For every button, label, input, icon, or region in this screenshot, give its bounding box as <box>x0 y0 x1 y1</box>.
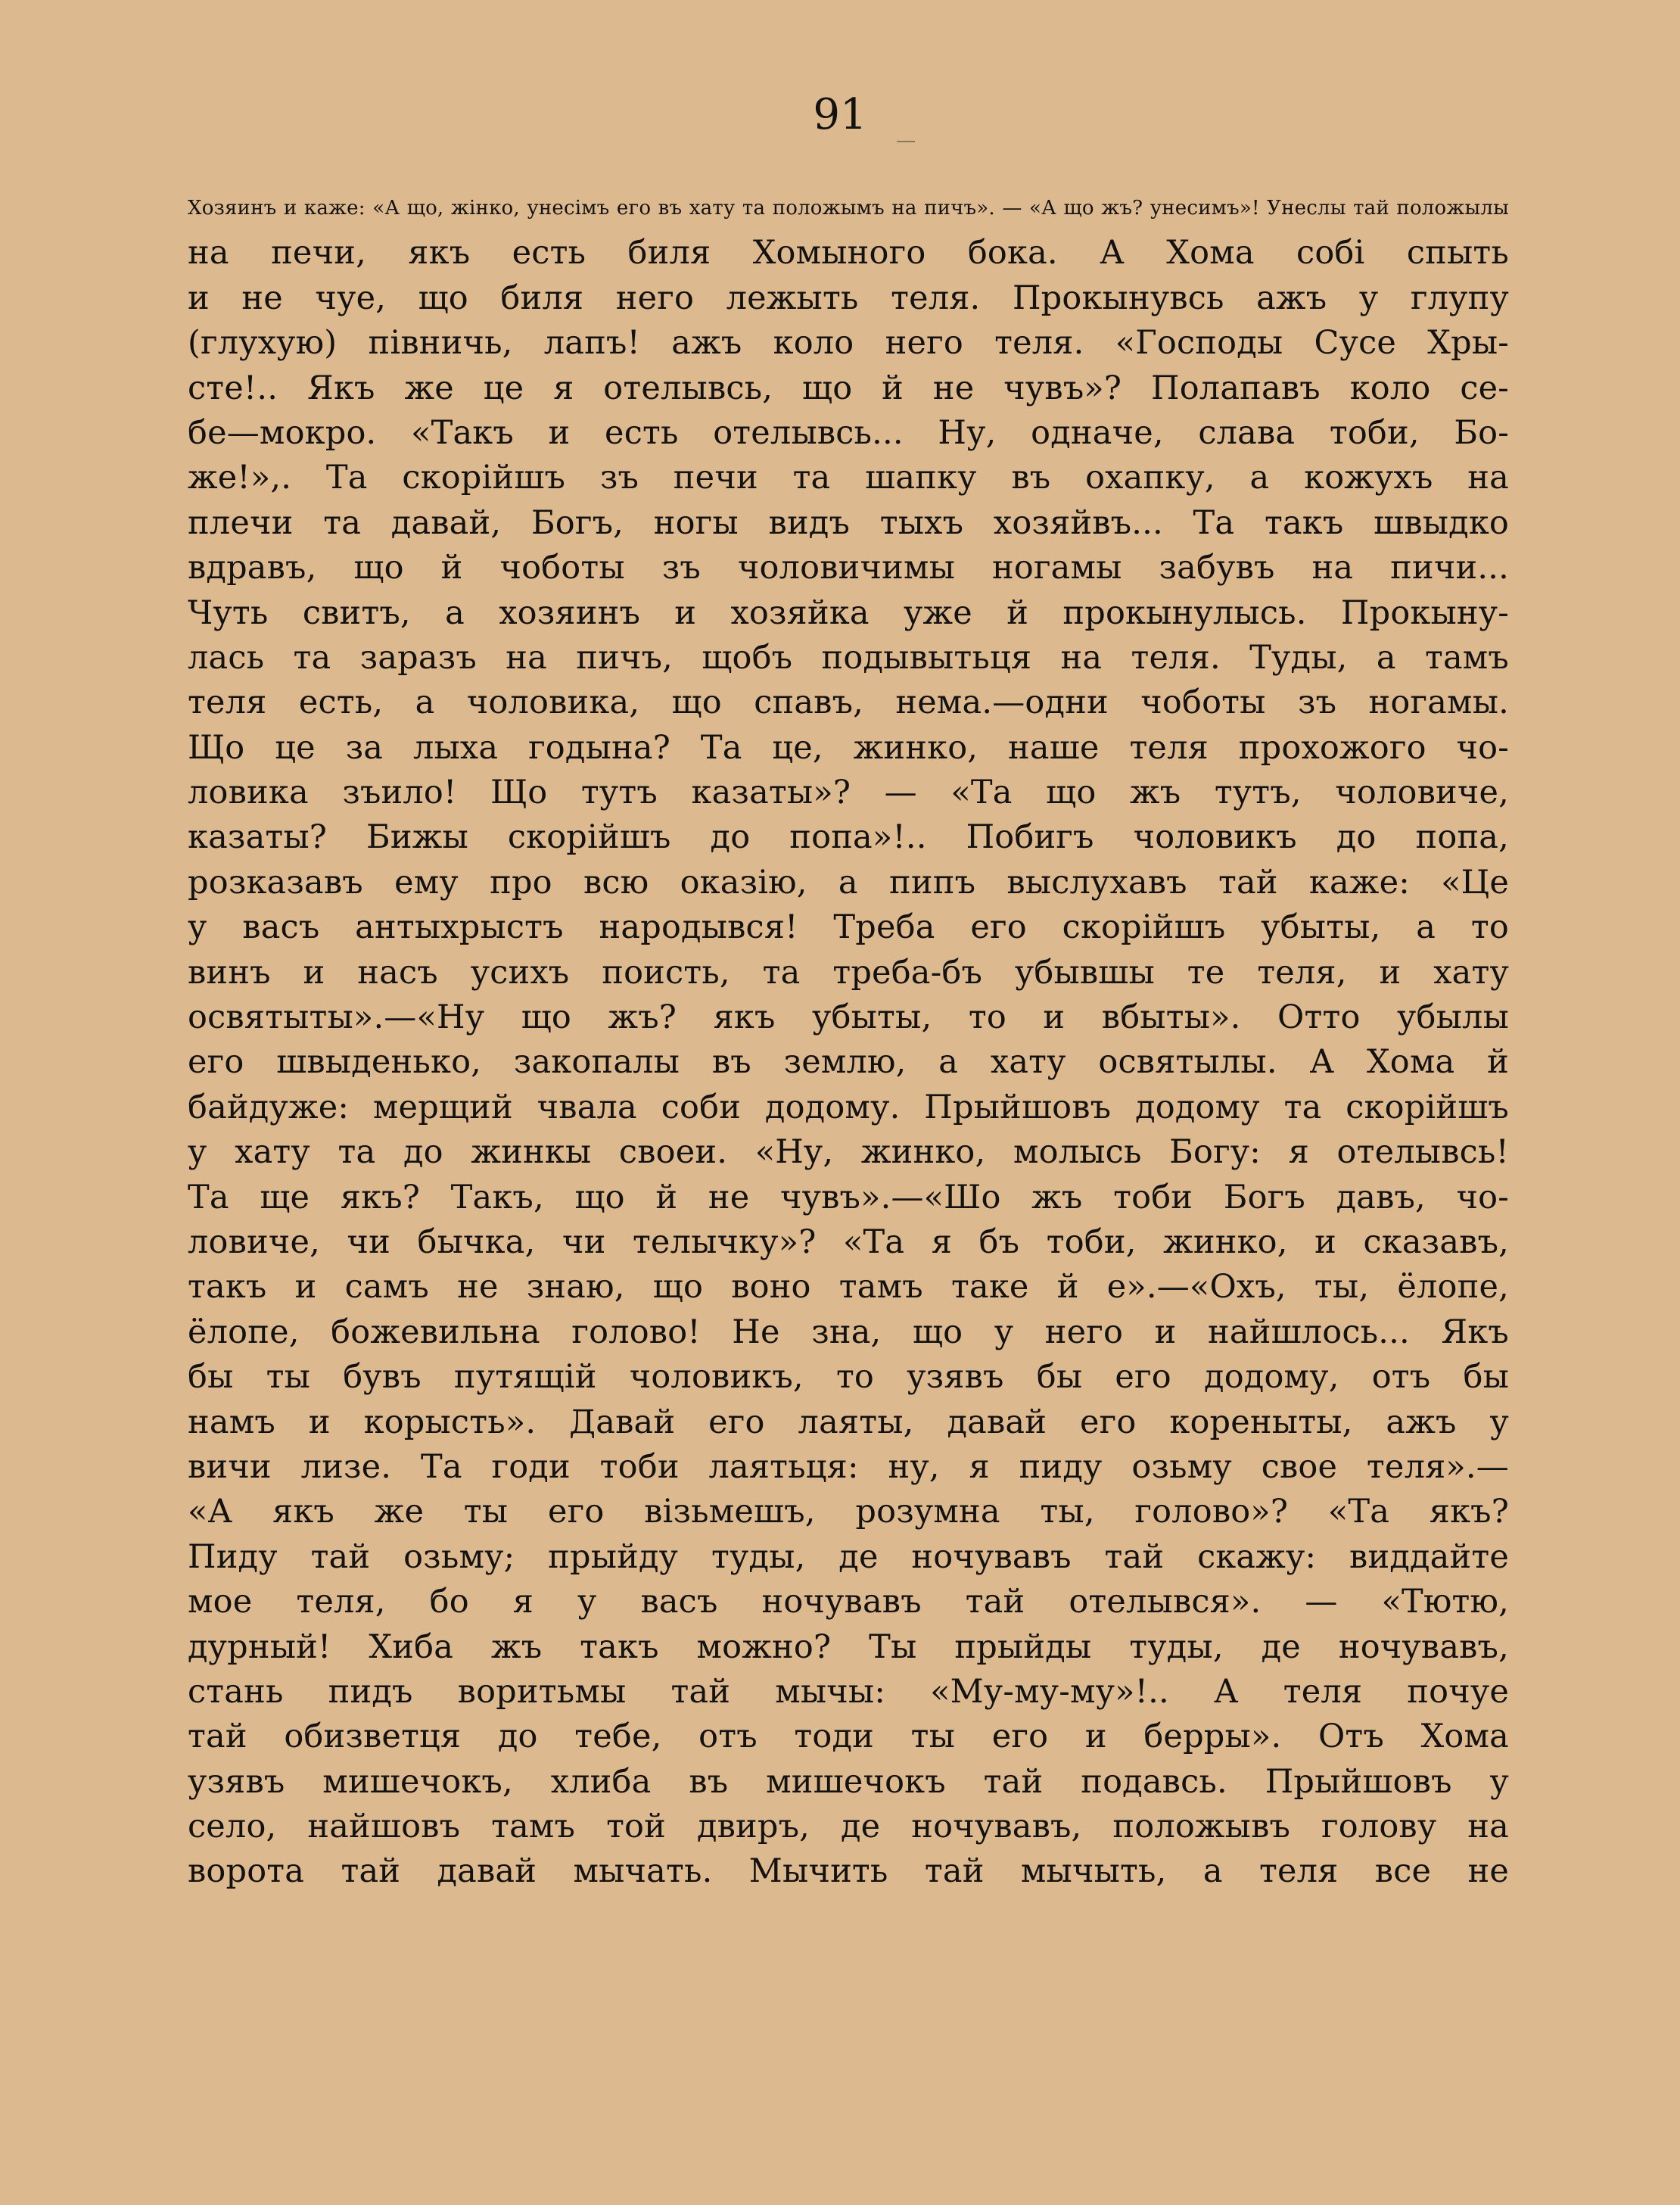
text-line: село, найшовъ тамъ той двиръ, де ночувавъ, положывъ голову на <box>188 1808 1509 1846</box>
text-line: розказавъ ему про всю оказiю, а пипъ выслухавъ тай каже: «Це <box>188 863 1509 902</box>
text-line: бе—мокро. «Такъ и есть отелывсь... Ну, одначе, слава тоби, Бо- <box>188 413 1509 452</box>
text-line: казаты? Бижы скорiйшъ до попа»!.. Побигъ чоловикъ до попа, <box>188 818 1509 857</box>
text-line: «А якъ же ты его вiзьмешъ, розумна ты, голово»? «Та якъ? <box>188 1493 1509 1531</box>
text-line: вдравъ, що й чоботы зъ чоловичимы ногамы забувъ на пичи... <box>188 549 1509 587</box>
body-text <box>188 186 1509 1895</box>
text-line: винъ и насъ усихъ поисть, та треба-бъ убывшы те теля, и хату <box>188 953 1509 992</box>
text-line: у хату та до жинкы своеи. «Ну, жинко, молысь Богу: я отелывсь! <box>188 1133 1509 1172</box>
text-line: же!»,. Та скорiйшъ зъ печи та шапку въ охапку, а кожухъ на <box>188 459 1509 497</box>
text-line: мое теля, бо я у васъ ночувавъ тай отелывся». — «Тютю, <box>188 1583 1509 1621</box>
text-line: сте!.. Якъ же це я отелывсь, що й не чувъ»? Полапавъ коло се- <box>188 369 1509 407</box>
text-line: (глухую) пiвничь, лапъ! ажъ коло него теля. «Господы Сусе Хры- <box>188 324 1509 363</box>
text-line: освятыты».—«Ну що жъ? якъ убыты, то и вбыты». Отто убылы <box>188 998 1509 1037</box>
text-line: дурный! Хиба жъ такъ можно? Ты прыйды туды, де ночувавъ, <box>188 1627 1509 1666</box>
text-line: такъ и самъ не знаю, що воно тамъ таке й е».—«Охъ, ты, ёлопе, <box>188 1268 1509 1306</box>
text-line: Що це за лыха годына? Та це, жинко, наше теля прохожого чо- <box>188 728 1509 767</box>
text-line: байдуже: мерщий чвала соби додому. Прыйшовъ додому та скорiйшъ <box>188 1088 1509 1126</box>
text-line: Хозяинъ и каже: «А що, жiнко, унесiмъ его въ хату та положымъ на пичъ». — «А що жъ? унесимъ»! Унеслы тай положылы <box>188 197 1509 220</box>
text-line: узявъ мишечокъ, хлиба въ мишечокъ тай подавсь. Прыйшовъ у <box>188 1762 1509 1801</box>
text-line: теля есть, а чоловика, що спавъ, нема.—одни чоботы зъ ногамы. <box>188 684 1509 722</box>
text-line: Та ще якъ? Такъ, що й не чувъ».—«Шо жъ тоби Богъ давъ, чо- <box>188 1178 1509 1216</box>
text-line: ёлопе, божевильна голово! Не зна, що у него и найшлось... Якъ <box>188 1313 1509 1351</box>
text-line: у васъ антыхрыстъ народывся! Треба его скорiйшъ убыты, а то <box>188 908 1509 947</box>
text-line: и не чуе, що биля него лежыть теля. Прокынувсь ажъ у глупу <box>188 279 1509 317</box>
page-number: 91 <box>813 90 867 139</box>
text-line: на печи, якъ есть биля Хомыного бока. А Хома собi спыть <box>188 234 1509 273</box>
text-line: вичи лизе. Та годи тоби лаятьця: ну, я пиду озьму свое теля».— <box>188 1447 1509 1486</box>
text-line: Пиду тай озьму; прыйду туды, де ночувавъ тай скажу: виддайте <box>188 1537 1509 1576</box>
text-line: лась та заразъ на пичъ, щобъ подывытьця на теля. Туды, а тамъ <box>188 638 1509 677</box>
text-line: его швыденько, закопалы въ землю, а хату освятылы. А Хома й <box>188 1043 1509 1082</box>
text-line: ловика зъило! Що тутъ казаты»? — «Та що жъ тутъ, чоловиче, <box>188 774 1509 812</box>
text-line: тай обизветця до тебе, отъ тоди ты его и берры». Отъ Хома <box>188 1718 1509 1756</box>
text-line: Чуть свитъ, а хозяинъ и хозяйка уже й прокынулысь. Прокыну- <box>188 593 1509 632</box>
text-line: намъ и корысть». Давай его лаяты, давай его кореныты, ажъ у <box>188 1403 1509 1441</box>
text-line: стань пидъ воритьмы тай мычы: «Му-му-му»!.. А теля почуе <box>188 1672 1509 1711</box>
text-line: бы ты бувъ путящiй чоловикъ, то узявъ бы его додому, отъ бы <box>188 1358 1509 1397</box>
text-line: плечи та давай, Богъ, ногы видъ тыхъ хозяйвъ... Та такъ швыдко <box>188 503 1509 542</box>
page-number-underline <box>897 141 915 142</box>
text-line: ловиче, чи бычка, чи телычку»? «Та я бъ тоби, жинко, и сказавъ, <box>188 1222 1509 1261</box>
text-line: ворота тай давай мычать. Мычить тай мычыть, а теля все не <box>188 1852 1509 1891</box>
